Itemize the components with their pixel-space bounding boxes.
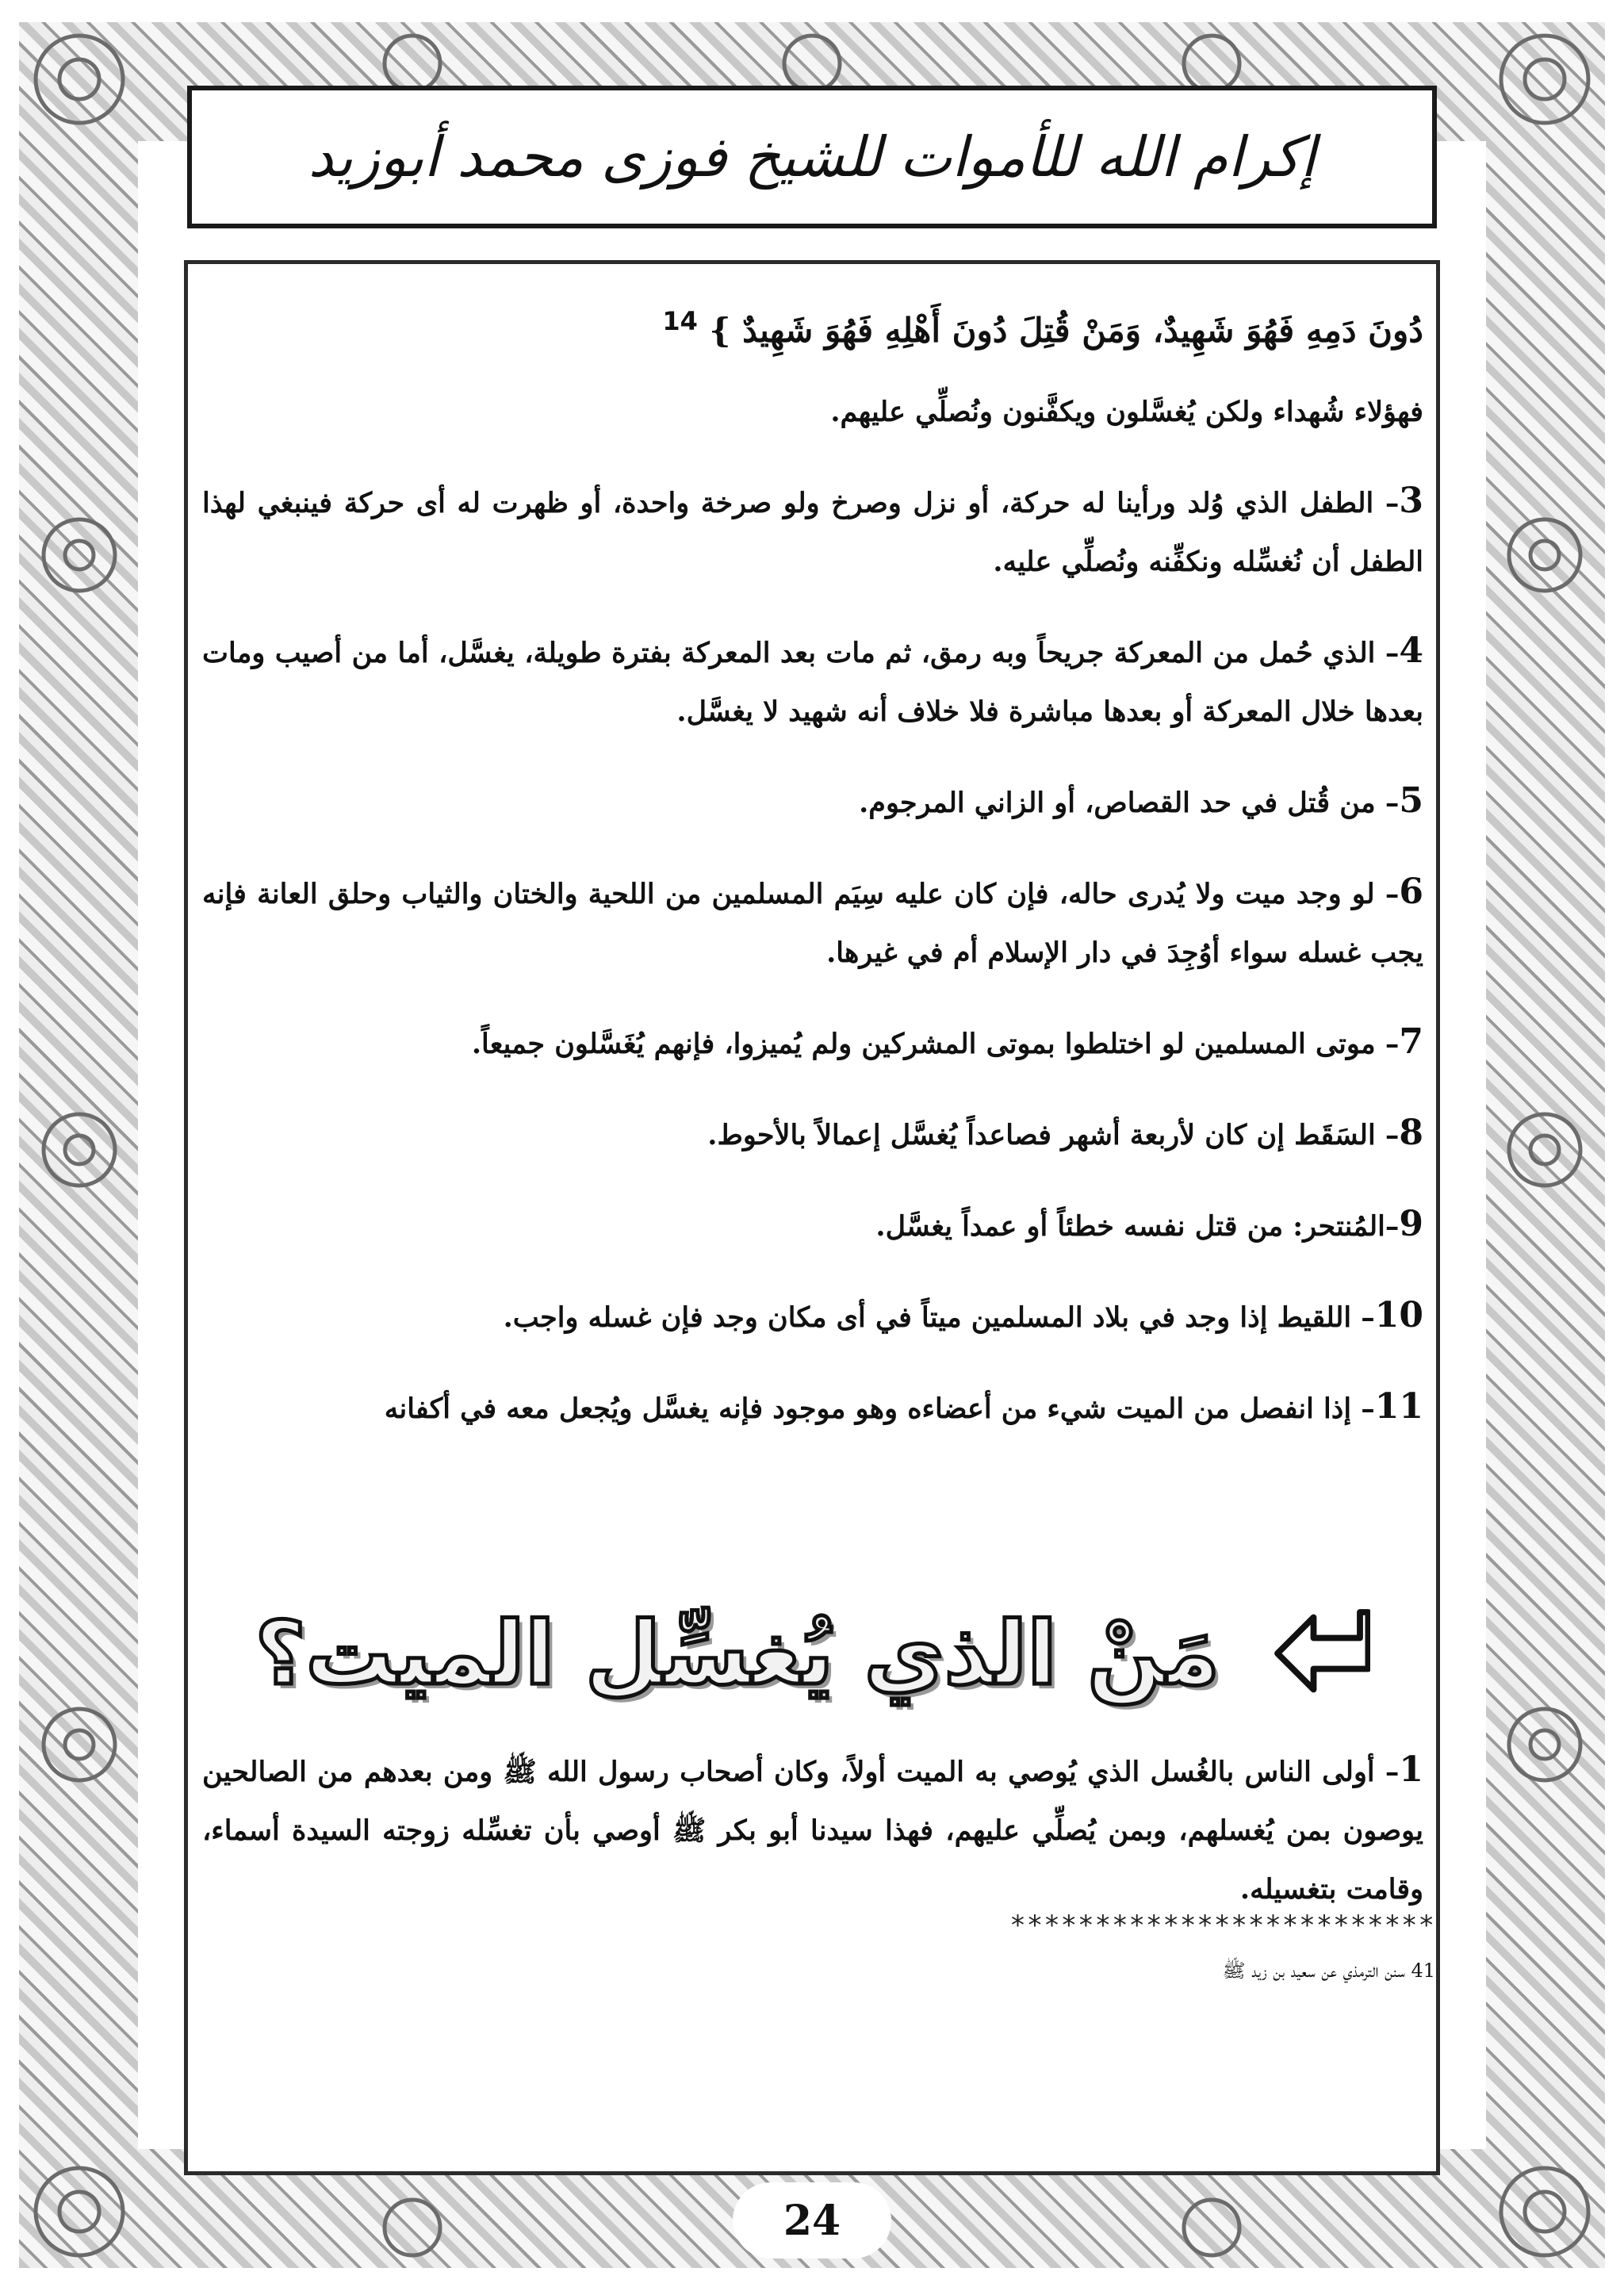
- section-heading-text: مَنْ الذي يُغسِّل الميت؟: [255, 1603, 1220, 1704]
- paragraph: 10– اللقيط إذا وجد في بلاد المسلمين ميتاً في أى مكان وجد فإن غسله واجب.: [503, 1295, 1423, 1335]
- paragraph: 3– الطفل الذي وُلد ورأينا له حركة، أو نزل وصرخ ولو صرخة واحدة، أو ظهرت له أى حركة فينبغي لهذا الطفل أن نُغسِّله ونكفِّنه ونُصلِّي عليه.: [202, 481, 1423, 578]
- page-number: 24: [783, 2196, 841, 2245]
- paragraph: 4– الذي حُمل من المعركة جريحاً وبه رمق، ثم مات بعد المعركة بفترة طويلة، يغسَّل، أما من أصيب ومات بعدها خلال المعركة أو بعدها مباشرة فلا خلاف أنه شهيد لا يغسَّل.: [202, 630, 1423, 728]
- page-title: إكرام الله للأموات للشيخ فوزى محمد أبوزيد: [308, 125, 1316, 190]
- footnote-ref: 14: [662, 306, 698, 336]
- footnote-separator: *************************: [1009, 1910, 1435, 1941]
- paragraph: 9–المُنتحر: من قتل نفسه خطئاً أو عمداً يغسَّل.: [875, 1204, 1423, 1244]
- hadith-quote: [202, 292, 1423, 360]
- paragraph: 7– موتى المسلمين لو اختلطوا بموتى المشركين ولم يُميزوا، فإنهم يُغَسَّلون جميعاً.: [471, 1021, 1423, 1062]
- hollow-arrow-icon: [1267, 1602, 1370, 1705]
- section-content: [202, 1741, 1423, 1919]
- page-number-badge: [733, 2182, 891, 2258]
- footnote: 41 سنن الترمذي عن سعيد بن زيد ﷺ: [1222, 1960, 1435, 1982]
- paragraph: 1– أولى الناس بالغُسل الذي يُوصي به الميت أولاً، وكان أصحاب رسول الله ﷺ ومن بعدهم من الصالحين يوصون بمن يُغسلهم، وبمن يُصلِّي عليهم، فهذا سيدنا أبو بكر ﷺ أوصي بأن تغسِّله زوجته السيدة أسماء، وقامت بتغسيله.: [202, 1749, 1423, 1906]
- quote-text: دُونَ دَمِهِ فَهُوَ شَهِيدٌ، وَمَنْ قُتِلَ دُونَ أَهْلِهِ فَهُوَ شَهِيدٌ }: [709, 311, 1423, 350]
- paragraph: 6– لو وجد ميت ولا يُدرى حاله، فإن كان عليه سِيَم المسلمين من اللحية والختان والثياب وحلق العانة فإنه يجب غسله سواء أوُجِدَ في دار الإسلام أم في غيرها.: [202, 872, 1423, 969]
- section-heading: [202, 1582, 1423, 1725]
- paragraph: 8– السَقَط إن كان لأربعة أشهر فصاعداً يُغسَّل إعمالاً بالأحوط.: [707, 1113, 1423, 1153]
- header-title-box: [187, 86, 1437, 228]
- main-content: [202, 292, 1423, 1469]
- paragraph: 5– من قُتل في حد القصاص، أو الزاني المرجوم.: [859, 780, 1423, 821]
- paragraph: 11– إذا انفصل من الميت شيء من أعضاءه وهو موجود فإنه يغسَّل ويُجعل معه في أكفانه: [384, 1386, 1423, 1427]
- paragraph: فهؤلاء شُهداء ولكن يُغسَّلون ويكفَّنون ونُصلِّي عليهم.: [830, 396, 1423, 428]
